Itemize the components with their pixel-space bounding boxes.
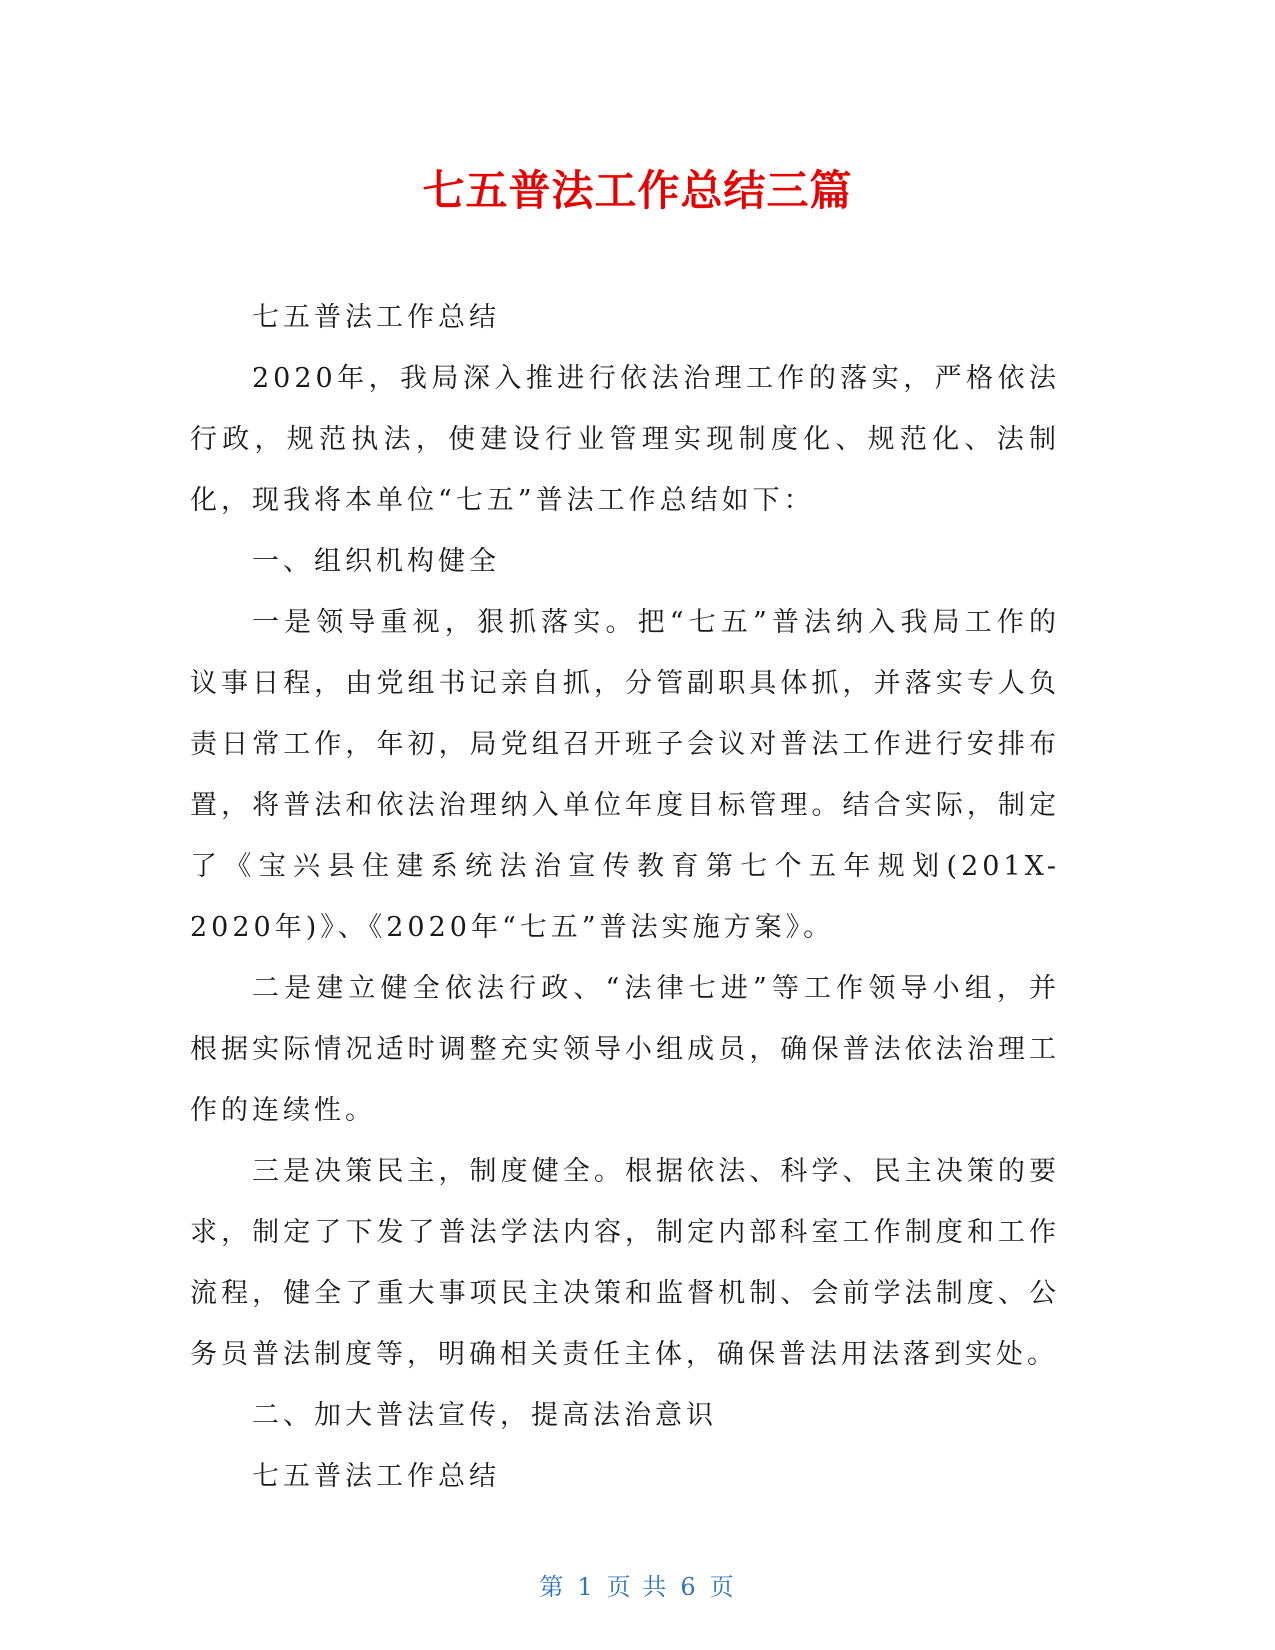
page-number-footer [0,1567,1275,1602]
section-heading: 一、组织机构健全 [252,546,500,577]
intro-paragraph: 2020年，我局深入推进行依法治理工作的落实，严格依法行政，规范执法，使建设行业管理实现制度化、规范化、法制化，现我将本单位“七五”普法工作总结如下： [190,363,1060,516]
footer-suffix: 页 [709,1573,736,1601]
body-paragraph: 三是决策民主，制度健全。根据依法、科学、民主决策的要求，制定了下发了普法学法内容，制定内部科室工作制度和工作流程，健全了重大事项民主决策和监督机制、会前学法制度、公务员普法制度等，明确相关责任主体，确保普法用法落到实处。 [190,1156,1060,1370]
section-heading: 七五普法工作总结 [252,302,500,333]
footer-prefix: 第 [539,1573,566,1601]
body-paragraph: 二是建立健全依法行政、“法律七进”等工作领导小组，并根据实际情况适时调整充实领导小组成员，确保普法依法治理工作的连续性。 [190,973,1060,1126]
current-page-number: 1 [577,1573,595,1601]
document-body [190,287,1060,1507]
document-title: 七五普法工作总结三篇 [422,166,853,215]
footer-mid: 页 共 [606,1573,669,1601]
section-heading: 二、加大普法宣传，提高法治意识 [252,1400,717,1431]
total-page-count: 6 [680,1573,698,1601]
body-paragraph: 一是领导重视，狠抓落实。把“七五”普法纳入我局工作的议事日程，由党组书记亲自抓，分管副职具体抓，并落实专人负责日常工作，年初，局党组召开班子会议对普法工作进行安排布置，将普法和依法治理纳入单位年度目标管理。结合实际，制定了《宝兴县住建系统法治宣传教育第七个五年规划(201X-2020年)》、《2020年“七五”普法实施方案》。 [190,607,1060,943]
section-heading: 七五普法工作总结 [252,1461,500,1492]
